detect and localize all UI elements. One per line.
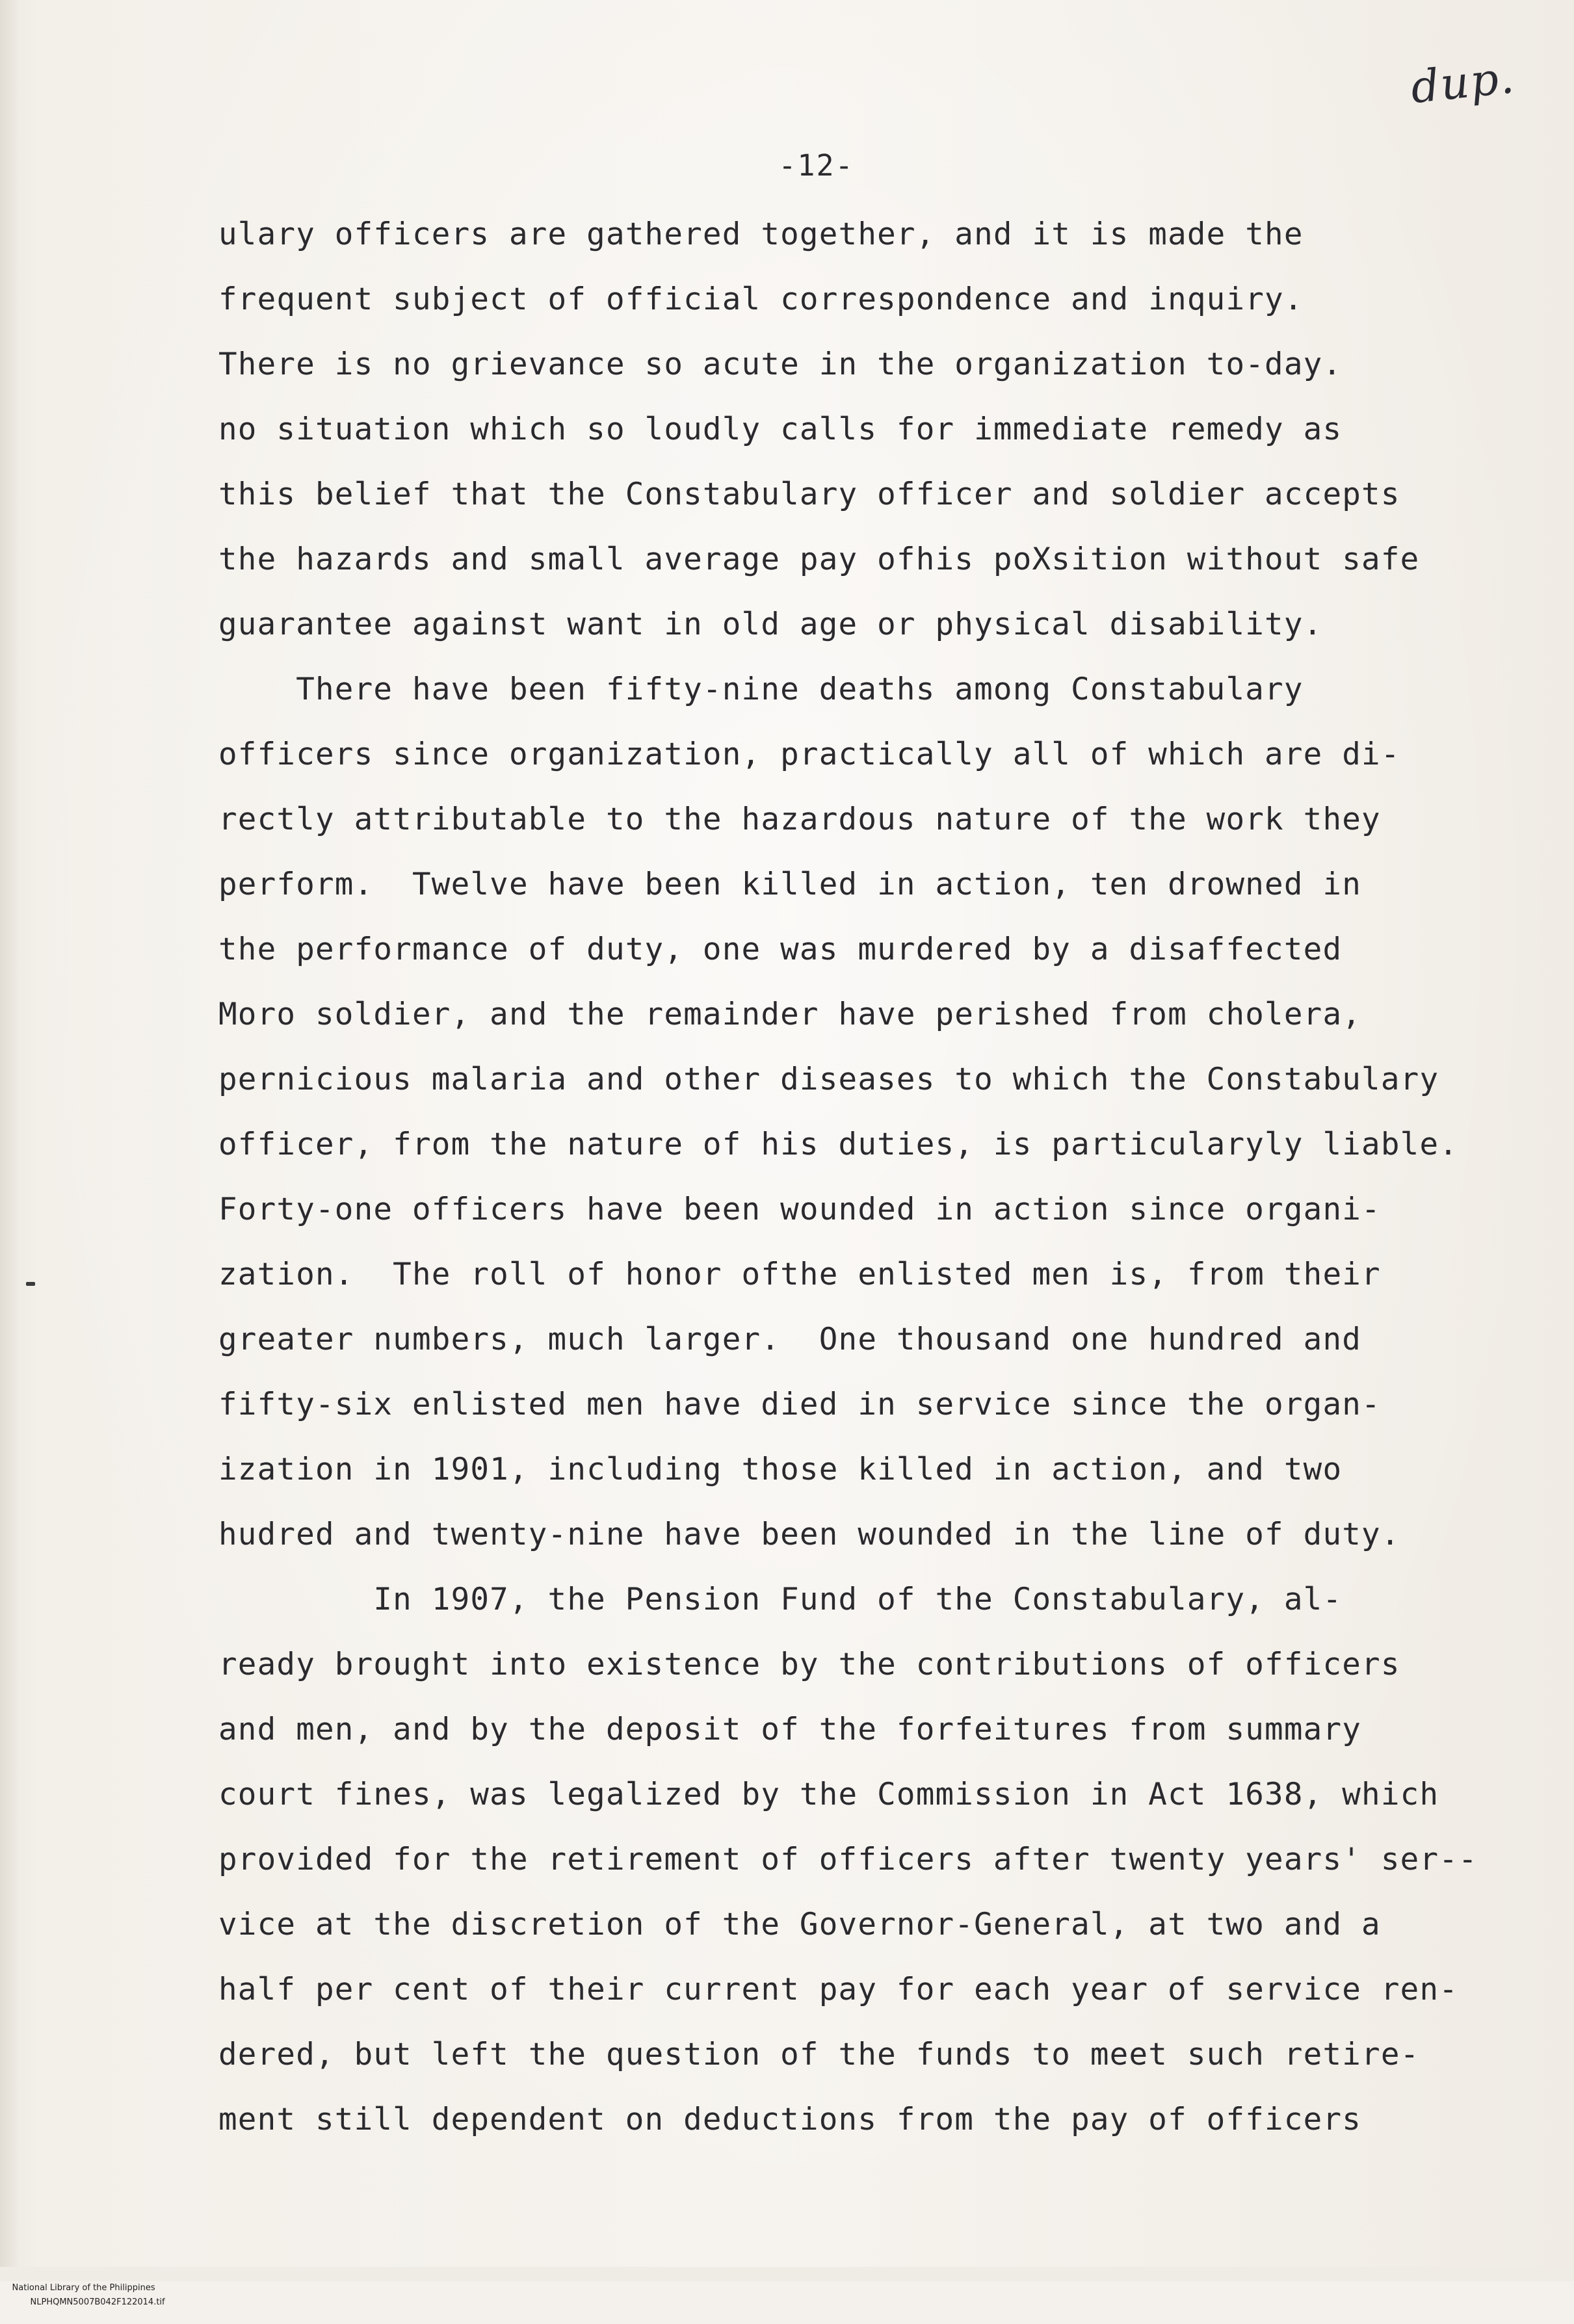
text-line: the performance of duty, one was murdered by a disaffected: [218, 932, 1343, 967]
text-line: ulary officers are gathered together, and it is made the: [218, 216, 1304, 252]
page-edge-shadow: [0, 0, 18, 2281]
text-line: There have been fifty-nine deaths among Constabulary: [218, 672, 1304, 707]
text-line: frequent subject of official correspondence and inquiry.: [218, 281, 1304, 317]
text-line: Forty-one officers have been wounded in action since organi-: [218, 1192, 1381, 1227]
scan-footer: [0, 2267, 1574, 2307]
margin-ink-mark: [26, 1282, 35, 1286]
text-line: greater numbers, much larger. One thousand one hundred and: [218, 1322, 1362, 1357]
text-line: ment still dependent on deductions from the pay of officers: [218, 2102, 1362, 2137]
text-line: officers since organization, practically all of which are di-: [218, 737, 1400, 772]
text-line: In 1907, the Pension Fund of the Constabulary, al-: [218, 1582, 1343, 1617]
text-line: ization in 1901, including those killed in action, and two: [218, 1452, 1343, 1487]
text-line: Moro soldier, and the remainder have perished from cholera,: [218, 997, 1362, 1032]
text-line: rectly attributable to the hazardous nature of the work they: [218, 802, 1381, 837]
text-line: this belief that the Constabulary officer and soldier accepts: [218, 477, 1400, 512]
handwritten-annotation: dup.: [1408, 51, 1518, 114]
footer-file-id: NLPHQMN5007B042F122014.tif: [30, 2297, 165, 2307]
text-line: provided for the retirement of officers after twenty years' ser--: [218, 1842, 1478, 1877]
body-text: [218, 207, 1571, 2157]
footer-library: National Library of the Philippines: [12, 2283, 155, 2293]
text-line: vice at the discretion of the Governor-General, at two and a: [218, 1907, 1381, 1942]
text-line: dered, but left the question of the funds to meet such retire-: [218, 2037, 1420, 2072]
text-line: perform. Twelve have been killed in action, ten drowned in: [218, 867, 1362, 902]
text-line: There is no grievance so acute in the organization to-day.: [218, 346, 1343, 382]
page-number: -12-: [778, 148, 854, 183]
text-line: zation. The roll of honor ofthe enlisted men is, from their: [218, 1257, 1381, 1292]
text-line: the hazards and small average pay ofhis poXsition without safe: [218, 542, 1420, 577]
text-line: ready brought into existence by the contributions of officers: [218, 1647, 1400, 1682]
text-line: guarantee against want in old age or physical disability.: [218, 607, 1323, 642]
text-line: no situation which so loudly calls for immediate remedy as: [218, 411, 1343, 447]
text-line: fifty-six enlisted men have died in service since the organ-: [218, 1387, 1381, 1422]
text-line: hudred and twenty-nine have been wounded in the line of duty.: [218, 1517, 1400, 1552]
text-line: officer, from the nature of his duties, is particularyly liable.: [218, 1127, 1459, 1162]
text-line: pernicious malaria and other diseases to which the Constabulary: [218, 1062, 1439, 1097]
text-line: and men, and by the deposit of the forfeitures from summary: [218, 1712, 1362, 1747]
text-line: half per cent of their current pay for each year of service ren-: [218, 1972, 1459, 2007]
text-line: court fines, was legalized by the Commission in Act 1638, which: [218, 1777, 1439, 1812]
